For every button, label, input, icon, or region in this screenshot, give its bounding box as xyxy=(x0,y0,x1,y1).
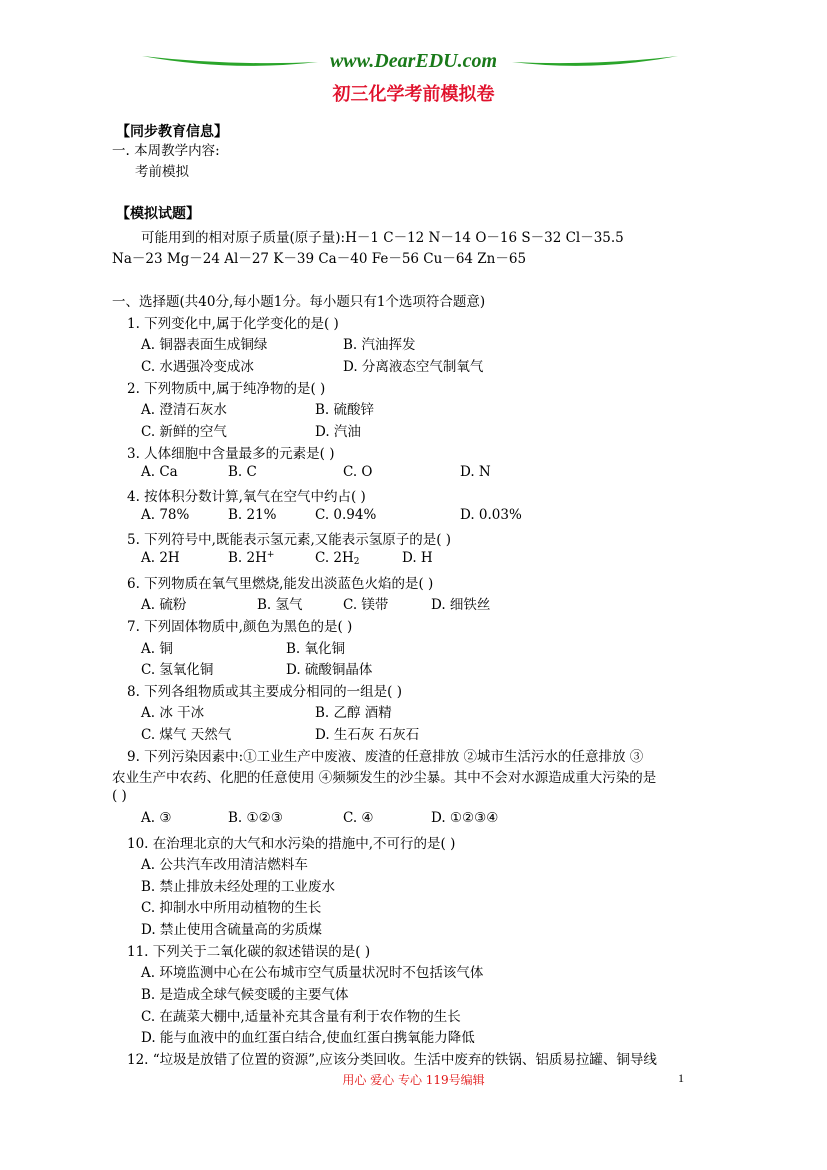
q4-option-b: B. 21% xyxy=(228,507,277,523)
sync-info-content: 考前模拟 xyxy=(135,164,189,180)
q10-option-b: B. 禁止排放未经处理的工业废水 xyxy=(141,879,336,895)
q3-option-d: D. N xyxy=(460,464,491,480)
q1-option-c: C. 水遇强冷变成冰 xyxy=(141,359,254,375)
q10-option-c: C. 抑制水中所用动植物的生长 xyxy=(141,900,322,916)
q11-option-a: A. 环境监测中心在公布城市空气质量状况时不包括该气体 xyxy=(141,965,484,981)
q2-option-a: A. 澄清石灰水 xyxy=(141,402,227,418)
q5-stem: 5. 下列符号中,既能表示氢元素,又能表示氢原子的是( ) xyxy=(127,532,452,548)
q7-option-b: B. 氧化铜 xyxy=(286,641,346,657)
q11-stem: 11. 下列关于二氧化碳的叙述错误的是( ) xyxy=(127,944,371,960)
q8-option-b: B. 乙醇 酒精 xyxy=(315,705,392,721)
q5-option-d: D. H xyxy=(402,550,433,566)
q10-stem: 10. 在治理北京的大气和水污染的措施中,不可行的是( ) xyxy=(127,836,456,852)
q3-stem: 3. 人体细胞中含量最多的元素是( ) xyxy=(127,446,335,462)
q8-option-a: A. 冰 干冰 xyxy=(141,705,205,721)
q6-stem: 6. 下列物质在氧气里燃烧,能发出淡蓝色火焰的是( ) xyxy=(127,576,434,592)
q3-option-b: B. C xyxy=(228,464,257,480)
q2-option-d: D. 汽油 xyxy=(315,424,361,440)
q8-stem: 8. 下列各组物质或其主要成分相同的一组是( ) xyxy=(127,684,402,700)
q6-option-a: A. 硫粉 xyxy=(141,597,187,613)
q7-stem: 7. 下列固体物质中,颜色为黑色的是( ) xyxy=(127,619,353,635)
q11-option-c: C. 在蔬菜大棚中,适量补充其含量有利于农作物的生长 xyxy=(141,1009,461,1025)
q9-stem-line1: 9. 下列污染因素中:①工业生产中废液、废渣的任意排放 ②城市生活污水的任意排放 ③ xyxy=(127,749,644,765)
q11-option-d: D. 能与血液中的血红蛋白结合,使血红蛋白携氧能力降低 xyxy=(141,1030,475,1046)
q6-option-d: D. 细铁丝 xyxy=(431,597,491,613)
q4-option-a: A. 78% xyxy=(141,507,190,523)
q9-stem-line3: ( ) xyxy=(112,788,127,804)
q10-option-a: A. 公共汽车改用清洁燃料车 xyxy=(141,857,308,873)
q7-option-a: A. 铜 xyxy=(141,641,173,657)
q8-option-d: D. 生石灰 石灰石 xyxy=(315,727,420,743)
sync-info-heading: 【同步教育信息】 xyxy=(116,124,228,140)
q1-stem: 1. 下列变化中,属于化学变化的是( ) xyxy=(127,316,339,332)
q5-option-c: C. $2H_2$ xyxy=(315,550,360,567)
mock-heading: 【模拟试题】 xyxy=(116,206,200,222)
footer-text: 用心 爱心 专心 119号编辑 xyxy=(342,1073,485,1087)
q4-stem: 4. 按体积分数计算,氧气在空气中约占( ) xyxy=(127,489,366,505)
q5-option-a: A. 2H xyxy=(141,550,180,566)
q1-option-b: B. 汽油挥发 xyxy=(343,337,416,353)
site-url[interactable]: www.DearEDU.com xyxy=(329,50,498,72)
q2-stem: 2. 下列物质中,属于纯净物的是( ) xyxy=(127,381,326,397)
q1-option-d: D. 分离液态空气制氧气 xyxy=(343,359,484,375)
q9-option-b: B. ①②③ xyxy=(228,810,283,826)
q8-option-c: C. 煤气 天然气 xyxy=(141,727,232,743)
atomic-mass-line2: Na－23 Mg－24 Al－27 K－39 Ca－40 Fe－56 Cu－64 Zn－65 xyxy=(112,251,527,267)
q4-option-d: D. 0.03% xyxy=(460,507,522,523)
q12-stem: 12. “垃圾是放错了位置的资源”,应该分类回收。生活中废弃的铁锅、铝质易拉罐、铜导线 xyxy=(127,1052,657,1068)
sync-info-item: 一. 本周教学内容: xyxy=(112,143,220,159)
page-title: 初三化学考前模拟卷 xyxy=(332,84,495,105)
q9-option-a: A. ③ xyxy=(141,810,172,826)
q9-option-d: D. ①②③④ xyxy=(431,810,499,826)
q5-option-b: B. 2H+ xyxy=(228,550,275,566)
q1-option-a: A. 铜器表面生成铜绿 xyxy=(141,337,268,353)
q7-option-c: C. 氢氧化铜 xyxy=(141,662,214,678)
q11-option-b: B. 是造成全球气候变暖的主要气体 xyxy=(141,987,349,1003)
q9-option-c: C. ④ xyxy=(343,810,374,826)
q6-option-b: B. 氢气 xyxy=(257,597,303,613)
page-number: 1 xyxy=(678,1071,684,1085)
q3-option-a: A. Ca xyxy=(141,464,178,480)
atomic-mass-line1: 可能用到的相对原子质量(原子量):H－1 C－12 N－14 O－16 S－32 Cl－35.5 xyxy=(141,230,624,246)
section1-heading: 一、选择题(共40分,每小题1分。每小题只有1个选项符合题意) xyxy=(112,294,486,310)
q9-stem-line2: 农业生产中农药、化肥的任意使用 ④频频发生的沙尘暴。其中不会对水源造成重大污染的是 xyxy=(112,770,657,786)
q7-option-d: D. 硫酸铜晶体 xyxy=(286,662,373,678)
q6-option-c: C. 镁带 xyxy=(343,597,389,613)
q2-option-b: B. 硫酸锌 xyxy=(315,402,375,418)
q2-option-c: C. 新鲜的空气 xyxy=(141,424,227,440)
q3-option-c: C. O xyxy=(343,464,373,480)
q10-option-d: D. 禁止使用含硫量高的劣质煤 xyxy=(141,922,322,938)
q4-option-c: C. 0.94% xyxy=(315,507,377,523)
